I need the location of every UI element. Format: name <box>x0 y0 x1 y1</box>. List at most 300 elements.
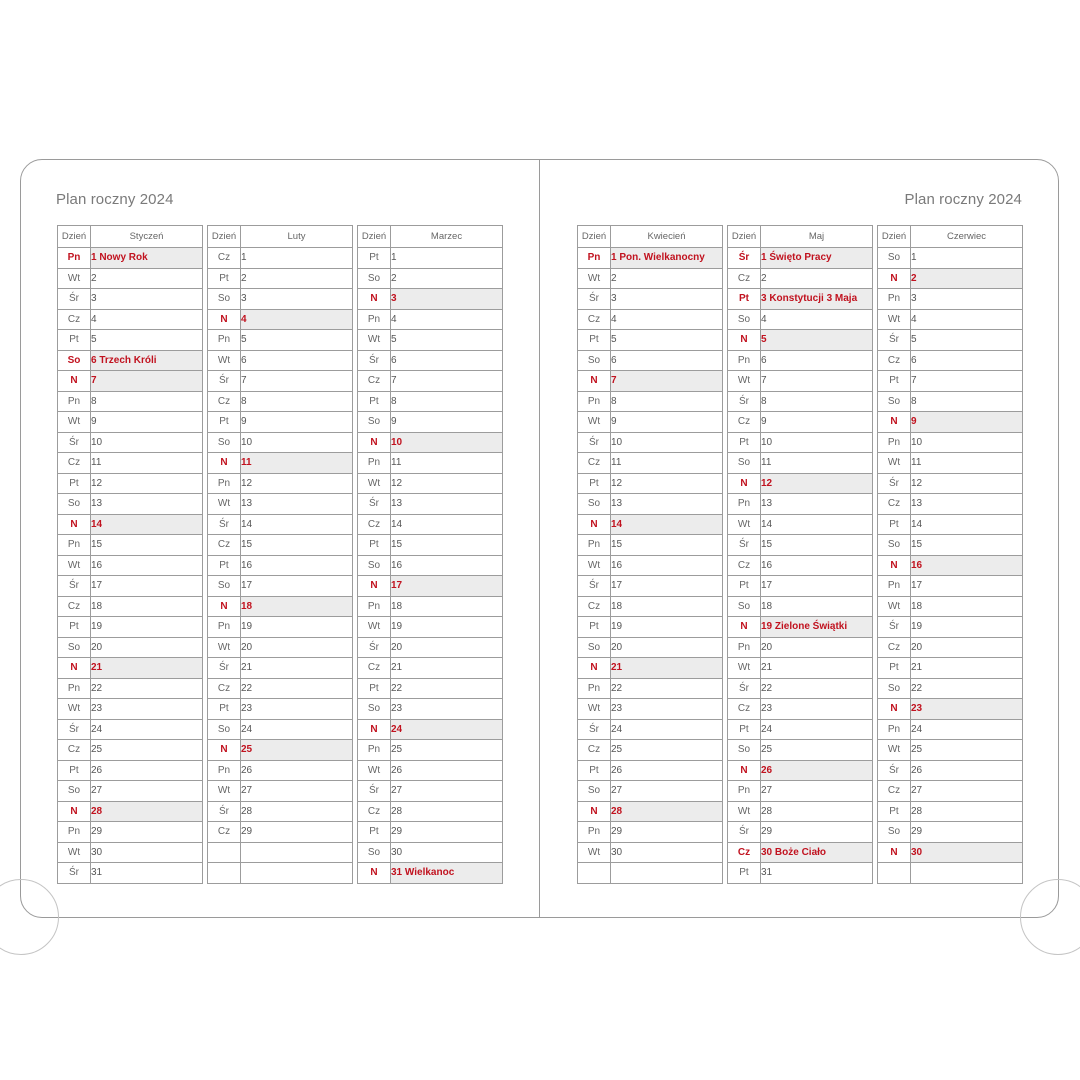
date-cell: 6 <box>911 350 1023 371</box>
table-row <box>728 248 873 269</box>
date-cell: 16 <box>391 555 503 576</box>
weekday-cell: Wt <box>358 617 391 638</box>
table-row <box>878 801 1023 822</box>
weekday-cell: So <box>358 268 391 289</box>
table-row <box>878 719 1023 740</box>
table-row <box>878 371 1023 392</box>
date-cell: 8 <box>761 391 873 412</box>
weekday-cell: Wt <box>208 637 241 658</box>
date-cell: 25 <box>761 740 873 761</box>
date-cell: 27 <box>761 781 873 802</box>
holiday-date-cell: 3 Konstytucji 3 Maja <box>761 289 873 310</box>
table-row <box>578 432 723 453</box>
table-row <box>578 863 723 884</box>
holiday-date-cell: 9 <box>911 412 1023 433</box>
date-cell: 1 <box>911 248 1023 269</box>
date-cell: 24 <box>761 719 873 740</box>
weekday-cell: Pt <box>578 473 611 494</box>
date-cell: 25 <box>911 740 1023 761</box>
holiday-date-cell: 7 <box>611 371 723 392</box>
date-cell: 26 <box>911 760 1023 781</box>
date-cell: 31 <box>91 863 203 884</box>
date-cell: 15 <box>911 535 1023 556</box>
weekday-cell: Pt <box>208 555 241 576</box>
corner-marking-right <box>1020 879 1080 955</box>
table-row <box>208 658 353 679</box>
date-cell: 20 <box>911 637 1023 658</box>
holiday-date-cell: 17 <box>391 576 503 597</box>
table-row <box>358 719 503 740</box>
table-row <box>358 330 503 351</box>
month-name-header: Luty <box>241 226 353 248</box>
month-name-header: Kwiecień <box>611 226 723 248</box>
weekday-cell: Pt <box>878 801 911 822</box>
month-header-row <box>208 226 353 248</box>
weekday-cell: Pt <box>358 391 391 412</box>
weekday-cell: N <box>208 309 241 330</box>
table-row <box>208 371 353 392</box>
table-row <box>728 432 873 453</box>
weekday-cell: Pn <box>358 309 391 330</box>
table-row <box>578 494 723 515</box>
weekday-cell: Pn <box>358 453 391 474</box>
table-row <box>58 432 203 453</box>
table-row <box>728 822 873 843</box>
table-row <box>208 514 353 535</box>
table-row <box>58 268 203 289</box>
weekday-cell: So <box>728 740 761 761</box>
weekday-cell: N <box>208 453 241 474</box>
weekday-cell: Wt <box>578 842 611 863</box>
weekday-cell: Pt <box>728 576 761 597</box>
weekday-cell: Śr <box>358 494 391 515</box>
holiday-date-cell: 30 Boże Ciało <box>761 842 873 863</box>
table-row <box>578 719 723 740</box>
weekday-cell: Wt <box>878 453 911 474</box>
weekday-cell: Pn <box>728 350 761 371</box>
weekday-cell: Wt <box>58 268 91 289</box>
table-row <box>878 637 1023 658</box>
table-row <box>578 330 723 351</box>
date-cell: 10 <box>241 432 353 453</box>
table-row <box>208 494 353 515</box>
date-cell: 24 <box>91 719 203 740</box>
date-cell: 30 <box>611 842 723 863</box>
date-cell: 31 <box>761 863 873 884</box>
date-cell: 9 <box>761 412 873 433</box>
weekday-cell: Cz <box>358 801 391 822</box>
holiday-date-cell: 31 Wielkanoc <box>391 863 503 884</box>
weekday-cell: So <box>878 678 911 699</box>
table-row <box>208 350 353 371</box>
date-cell: 17 <box>611 576 723 597</box>
table-row <box>578 699 723 720</box>
table-row <box>58 637 203 658</box>
weekday-cell: Śr <box>58 576 91 597</box>
weekday-cell: So <box>58 637 91 658</box>
date-cell: 6 <box>391 350 503 371</box>
table-row <box>58 371 203 392</box>
date-cell: 4 <box>761 309 873 330</box>
weekday-cell: Pn <box>728 637 761 658</box>
holiday-date-cell: 1 Pon. Wielkanocny <box>611 248 723 269</box>
table-row <box>58 678 203 699</box>
date-cell: 7 <box>761 371 873 392</box>
table-row <box>358 453 503 474</box>
weekday-cell: So <box>208 719 241 740</box>
table-row <box>728 309 873 330</box>
date-cell: 4 <box>91 309 203 330</box>
table-row <box>58 289 203 310</box>
table-row <box>728 781 873 802</box>
weekday-cell: Cz <box>578 453 611 474</box>
table-row <box>728 514 873 535</box>
weekday-cell: So <box>578 637 611 658</box>
date-cell: 20 <box>611 637 723 658</box>
date-cell: 18 <box>911 596 1023 617</box>
weekday-cell: Śr <box>728 678 761 699</box>
table-row <box>728 371 873 392</box>
date-cell: 30 <box>91 842 203 863</box>
weekday-cell: Pt <box>728 863 761 884</box>
weekday-cell: So <box>728 309 761 330</box>
weekday-cell: Cz <box>728 412 761 433</box>
table-row <box>358 268 503 289</box>
weekday-cell: N <box>58 658 91 679</box>
weekday-cell: Wt <box>878 596 911 617</box>
weekday-cell: Śr <box>58 719 91 740</box>
weekday-cell: Pt <box>358 822 391 843</box>
table-row <box>58 350 203 371</box>
month-table-april <box>577 225 723 884</box>
date-cell: 7 <box>391 371 503 392</box>
weekday-cell: Pt <box>208 412 241 433</box>
weekday-cell: Pn <box>208 330 241 351</box>
month-header-row <box>878 226 1023 248</box>
table-row <box>728 596 873 617</box>
weekday-cell: Wt <box>728 801 761 822</box>
table-row <box>208 453 353 474</box>
date-cell: 11 <box>391 453 503 474</box>
table-row <box>358 391 503 412</box>
date-cell: 13 <box>911 494 1023 515</box>
weekday-cell: Śr <box>578 289 611 310</box>
month-table-february <box>207 225 353 884</box>
date-cell: 18 <box>761 596 873 617</box>
date-cell: 5 <box>241 330 353 351</box>
weekday-cell: Wt <box>208 494 241 515</box>
weekday-cell: Wt <box>208 350 241 371</box>
table-row <box>578 596 723 617</box>
weekday-cell: So <box>208 576 241 597</box>
holiday-date-cell: 21 <box>611 658 723 679</box>
date-cell: 2 <box>611 268 723 289</box>
date-cell: 22 <box>241 678 353 699</box>
table-row <box>208 535 353 556</box>
date-cell: 3 <box>91 289 203 310</box>
table-row <box>578 350 723 371</box>
date-cell: 25 <box>391 740 503 761</box>
table-row <box>58 658 203 679</box>
date-cell: 3 <box>241 289 353 310</box>
date-cell: 8 <box>91 391 203 412</box>
table-row <box>358 309 503 330</box>
holiday-date-cell: 18 <box>241 596 353 617</box>
weekday-cell: Wt <box>358 760 391 781</box>
date-cell: 13 <box>91 494 203 515</box>
date-cell: 23 <box>391 699 503 720</box>
weekday-cell: So <box>358 699 391 720</box>
table-row <box>208 596 353 617</box>
month-table-may <box>727 225 873 884</box>
table-row <box>208 576 353 597</box>
date-cell: 26 <box>91 760 203 781</box>
date-cell: 12 <box>611 473 723 494</box>
date-cell: 19 <box>241 617 353 638</box>
weekday-cell: Cz <box>878 494 911 515</box>
weekday-cell: N <box>58 801 91 822</box>
date-cell: 2 <box>391 268 503 289</box>
table-row <box>878 268 1023 289</box>
table-row <box>58 576 203 597</box>
date-cell: 15 <box>241 535 353 556</box>
table-row <box>358 596 503 617</box>
table-row <box>208 412 353 433</box>
day-column-header: Dzień <box>208 226 241 248</box>
table-row <box>728 863 873 884</box>
weekday-cell <box>878 863 911 884</box>
date-cell: 17 <box>761 576 873 597</box>
table-row <box>58 760 203 781</box>
table-row <box>58 863 203 884</box>
date-cell: 27 <box>611 781 723 802</box>
weekday-cell: Pn <box>578 391 611 412</box>
weekday-cell: Pt <box>358 535 391 556</box>
date-cell: 10 <box>611 432 723 453</box>
date-cell: 7 <box>241 371 353 392</box>
holiday-date-cell: 6 Trzech Króli <box>91 350 203 371</box>
table-row <box>358 473 503 494</box>
date-cell: 17 <box>911 576 1023 597</box>
weekday-cell: Pt <box>208 699 241 720</box>
date-cell: 29 <box>391 822 503 843</box>
weekday-cell: Cz <box>358 658 391 679</box>
holiday-date-cell: 3 <box>391 289 503 310</box>
weekday-cell: Pn <box>878 289 911 310</box>
table-row <box>578 268 723 289</box>
weekday-cell: Wt <box>358 473 391 494</box>
table-row <box>878 555 1023 576</box>
weekday-cell: N <box>878 699 911 720</box>
weekday-cell: N <box>58 514 91 535</box>
weekday-cell: Cz <box>208 822 241 843</box>
table-row <box>878 473 1023 494</box>
date-cell: 5 <box>611 330 723 351</box>
table-row <box>358 248 503 269</box>
date-cell: 5 <box>391 330 503 351</box>
date-cell: 23 <box>241 699 353 720</box>
weekday-cell: Pt <box>878 371 911 392</box>
table-row <box>578 412 723 433</box>
date-cell: 2 <box>91 268 203 289</box>
date-cell: 10 <box>761 432 873 453</box>
date-cell <box>911 863 1023 884</box>
table-row <box>878 760 1023 781</box>
holiday-date-cell: 1 Nowy Rok <box>91 248 203 269</box>
weekday-cell: N <box>728 330 761 351</box>
weekday-cell: Cz <box>208 678 241 699</box>
weekday-cell: Śr <box>878 617 911 638</box>
table-row <box>208 801 353 822</box>
weekday-cell: Pn <box>578 535 611 556</box>
date-cell: 20 <box>241 637 353 658</box>
table-row <box>578 473 723 494</box>
date-cell: 12 <box>91 473 203 494</box>
date-cell: 14 <box>911 514 1023 535</box>
holiday-date-cell: 23 <box>911 699 1023 720</box>
table-row <box>578 248 723 269</box>
weekday-cell: N <box>578 658 611 679</box>
date-cell: 4 <box>391 309 503 330</box>
table-row <box>728 535 873 556</box>
date-cell: 13 <box>241 494 353 515</box>
holiday-date-cell: 26 <box>761 760 873 781</box>
table-row <box>728 494 873 515</box>
table-row <box>208 248 353 269</box>
date-cell: 21 <box>911 658 1023 679</box>
table-row <box>728 412 873 433</box>
table-row <box>578 535 723 556</box>
table-row <box>208 781 353 802</box>
weekday-cell: So <box>208 432 241 453</box>
weekday-cell: Pn <box>58 391 91 412</box>
table-row <box>878 309 1023 330</box>
table-row <box>358 514 503 535</box>
weekday-cell: Cz <box>878 637 911 658</box>
date-cell: 14 <box>391 514 503 535</box>
date-cell <box>611 863 723 884</box>
date-cell: 15 <box>761 535 873 556</box>
table-row <box>878 248 1023 269</box>
weekday-cell: Wt <box>58 699 91 720</box>
weekday-cell: Cz <box>358 514 391 535</box>
table-row <box>208 719 353 740</box>
table-row <box>358 289 503 310</box>
weekday-cell: Śr <box>878 760 911 781</box>
date-cell: 4 <box>911 309 1023 330</box>
date-cell: 28 <box>911 801 1023 822</box>
table-row <box>58 719 203 740</box>
date-cell: 1 <box>241 248 353 269</box>
table-row <box>358 432 503 453</box>
month-header-row <box>578 226 723 248</box>
month-table-march <box>357 225 503 884</box>
weekday-cell: Pn <box>58 535 91 556</box>
table-row <box>58 473 203 494</box>
table-row <box>878 412 1023 433</box>
date-cell: 22 <box>91 678 203 699</box>
table-row <box>578 822 723 843</box>
date-cell: 23 <box>761 699 873 720</box>
table-row <box>878 350 1023 371</box>
weekday-cell: So <box>878 391 911 412</box>
weekday-cell: Pn <box>208 760 241 781</box>
date-cell: 28 <box>241 801 353 822</box>
date-cell: 21 <box>241 658 353 679</box>
table-row <box>878 596 1023 617</box>
date-cell: 8 <box>391 391 503 412</box>
table-row <box>208 699 353 720</box>
table-row <box>878 678 1023 699</box>
weekday-cell: Pt <box>578 617 611 638</box>
date-cell: 30 <box>391 842 503 863</box>
weekday-cell: N <box>208 740 241 761</box>
weekday-cell: Wt <box>728 514 761 535</box>
weekday-cell: Pt <box>578 330 611 351</box>
table-row <box>58 535 203 556</box>
weekday-cell: So <box>58 494 91 515</box>
date-cell: 21 <box>761 658 873 679</box>
date-cell: 8 <box>911 391 1023 412</box>
table-row <box>578 555 723 576</box>
weekday-cell: Wt <box>728 371 761 392</box>
date-cell: 16 <box>91 555 203 576</box>
date-cell: 29 <box>761 822 873 843</box>
weekday-cell: Pn <box>728 781 761 802</box>
date-cell: 7 <box>911 371 1023 392</box>
date-cell: 29 <box>91 822 203 843</box>
table-row <box>578 801 723 822</box>
weekday-cell: Pn <box>878 719 911 740</box>
table-row <box>208 822 353 843</box>
table-row <box>208 842 353 863</box>
weekday-cell: Pt <box>728 432 761 453</box>
weekday-cell: Śr <box>728 391 761 412</box>
date-cell: 11 <box>91 453 203 474</box>
date-cell: 16 <box>611 555 723 576</box>
weekday-cell: Pn <box>728 494 761 515</box>
holiday-date-cell: 14 <box>611 514 723 535</box>
weekday-cell: N <box>878 268 911 289</box>
weekday-cell: Śr <box>58 289 91 310</box>
date-cell: 26 <box>241 760 353 781</box>
weekday-cell: N <box>728 473 761 494</box>
weekday-cell: Wt <box>208 781 241 802</box>
date-cell: 2 <box>241 268 353 289</box>
date-cell: 22 <box>611 678 723 699</box>
table-row <box>208 432 353 453</box>
date-cell: 15 <box>611 535 723 556</box>
table-row <box>578 678 723 699</box>
holiday-date-cell: 30 <box>911 842 1023 863</box>
weekday-cell: N <box>208 596 241 617</box>
day-column-header: Dzień <box>58 226 91 248</box>
weekday-cell: N <box>728 760 761 781</box>
weekday-cell: Pt <box>58 760 91 781</box>
table-row <box>728 617 873 638</box>
table-row <box>878 842 1023 863</box>
holiday-date-cell: 12 <box>761 473 873 494</box>
table-row <box>358 637 503 658</box>
page-title-left: Plan roczny 2024 <box>56 191 174 208</box>
table-row <box>208 289 353 310</box>
holiday-date-cell: 19 Zielone Świątki <box>761 617 873 638</box>
table-row <box>728 658 873 679</box>
weekday-cell: Pt <box>878 514 911 535</box>
weekday-cell: Śr <box>728 248 761 269</box>
holiday-date-cell: 16 <box>911 555 1023 576</box>
date-cell: 8 <box>611 391 723 412</box>
